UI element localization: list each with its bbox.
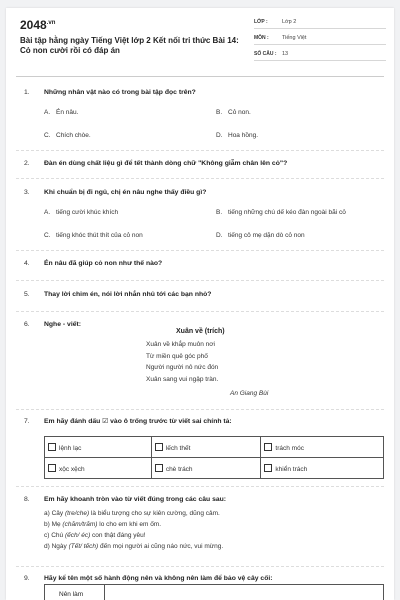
fill-item: a) Cây (tre/che) là biểu tượng cho sự kiên cường, dũng cảm.	[44, 510, 220, 517]
checkbox[interactable]	[155, 464, 163, 472]
question-8: 8. Em hãy khoanh tròn vào từ viết đúng trong các câu sau:	[24, 496, 227, 503]
actions-table	[44, 584, 384, 600]
spelling-cell[interactable]: xộc xệch	[45, 458, 152, 479]
fill-list	[44, 508, 223, 552]
divider	[16, 178, 384, 179]
header	[6, 8, 394, 66]
poem-title: Xuân về (trích)	[176, 328, 225, 335]
option[interactable]: B. Cỏ non.	[216, 109, 251, 116]
worksheet-page	[6, 8, 394, 600]
checkbox[interactable]	[155, 443, 163, 451]
worksheet-title: Bài tập hằng ngày Tiếng Việt lớp 2 Kết nối tri thức Bài 14: Cỏ non cười rồi có đáp án	[20, 36, 239, 55]
meta-row-class: LỚP : Lớp 2	[254, 16, 386, 29]
divider	[16, 409, 384, 410]
question-3: 3. Khi chuẩn bị đi ngủ, chị én nâu nghe thấy điều gì?	[24, 189, 207, 196]
divider	[16, 150, 384, 151]
spelling-cell[interactable]: lệnh lạc	[45, 437, 152, 458]
poem-body	[146, 339, 218, 385]
table-row	[45, 437, 384, 458]
poem-line: Xuân về khắp muôn nơi	[146, 341, 215, 348]
table-cell: Nên làm	[45, 585, 105, 600]
option[interactable]: A. Én nâu.	[44, 109, 79, 116]
poem-line: Người người nô nức đón	[146, 364, 219, 371]
meta-info	[254, 16, 386, 64]
word-choice[interactable]: (ếch/ éc)	[64, 532, 91, 539]
divider	[16, 566, 384, 567]
fill-item: c) Chú (ếch/ éc) con thật đáng yêu!	[44, 532, 146, 539]
question-6: 6. Nghe - viết:	[24, 321, 82, 328]
option[interactable]: D. tiếng cô mẹ dặn dò cỏ non	[216, 232, 305, 239]
checkbox[interactable]	[48, 443, 56, 451]
checkbox[interactable]	[264, 464, 272, 472]
site-logo[interactable]: $2048^{.vn}$	[20, 18, 56, 32]
option[interactable]: A. tiếng cười khúc khích	[44, 209, 119, 216]
word-choice[interactable]: (Tết/ tếch)	[68, 543, 99, 550]
spelling-cell[interactable]: trách móc	[261, 437, 384, 458]
question-2: 2. Đàn én dùng chất liệu gì để tết thành dòng chữ "Không giẫm chân lên cỏ"?	[24, 160, 288, 167]
table-row	[45, 458, 384, 479]
fill-item: b) Mẹ (chăm/trăm) lo cho em khi em ốm.	[44, 521, 162, 528]
poem-author: An Giang Bùi	[230, 390, 269, 397]
answer-cell[interactable]	[105, 585, 384, 600]
meta-row-subject: MÔN : Tiếng Việt	[254, 32, 386, 45]
spelling-cell[interactable]: khiển trách	[261, 458, 384, 479]
divider	[16, 250, 384, 251]
word-choice[interactable]: (chăm/trăm)	[62, 521, 98, 528]
option[interactable]: C. tiếng khóc thút thít của cỏ non	[44, 232, 143, 239]
poem-line: Từ miền quê góc phố	[146, 352, 208, 360]
question-9: 9. Hãy kể tên một số hành động nên và không nên làm để bảo vệ cây cối:	[24, 575, 273, 582]
checkbox[interactable]	[48, 464, 56, 472]
divider	[16, 311, 384, 312]
fill-item: d) Ngày (Tết/ tếch) đến mọi người ai cũng náo nức, vui mừng.	[44, 543, 224, 550]
divider	[16, 486, 384, 487]
header-divider	[16, 76, 384, 77]
question-5: 5. Thay lời chim én, nói lời nhắn nhủ tới các bạn nhỏ?	[24, 291, 212, 298]
spelling-cell[interactable]: chè trách	[151, 458, 261, 479]
option[interactable]: D. Hoa hồng.	[216, 132, 258, 139]
spelling-cell[interactable]: lếch thết	[151, 437, 261, 458]
table-row	[45, 585, 384, 600]
option[interactable]: C. Chích chòe.	[44, 132, 91, 139]
spelling-table	[44, 436, 384, 479]
question-1: 1. Những nhân vật nào có trong bài tập đọc trên?	[24, 89, 196, 96]
word-choice[interactable]: (tre/che)	[64, 510, 90, 517]
divider	[16, 280, 384, 281]
poem-line: Xuân sang vui ngập tràn.	[146, 375, 219, 383]
option[interactable]: B. tiếng những chú dế kéo đàn ngoài bãi cỏ	[216, 209, 346, 216]
question-4: 4. Én nâu đã giúp cỏ non như thế nào?	[24, 260, 163, 267]
question-7: 7. Em hãy đánh dấu ☑ vào ô trống trước từ viết sai chính tả:	[24, 418, 232, 425]
meta-row-count: SỐ CÂU : 13	[254, 48, 386, 61]
checkbox[interactable]	[264, 443, 272, 451]
